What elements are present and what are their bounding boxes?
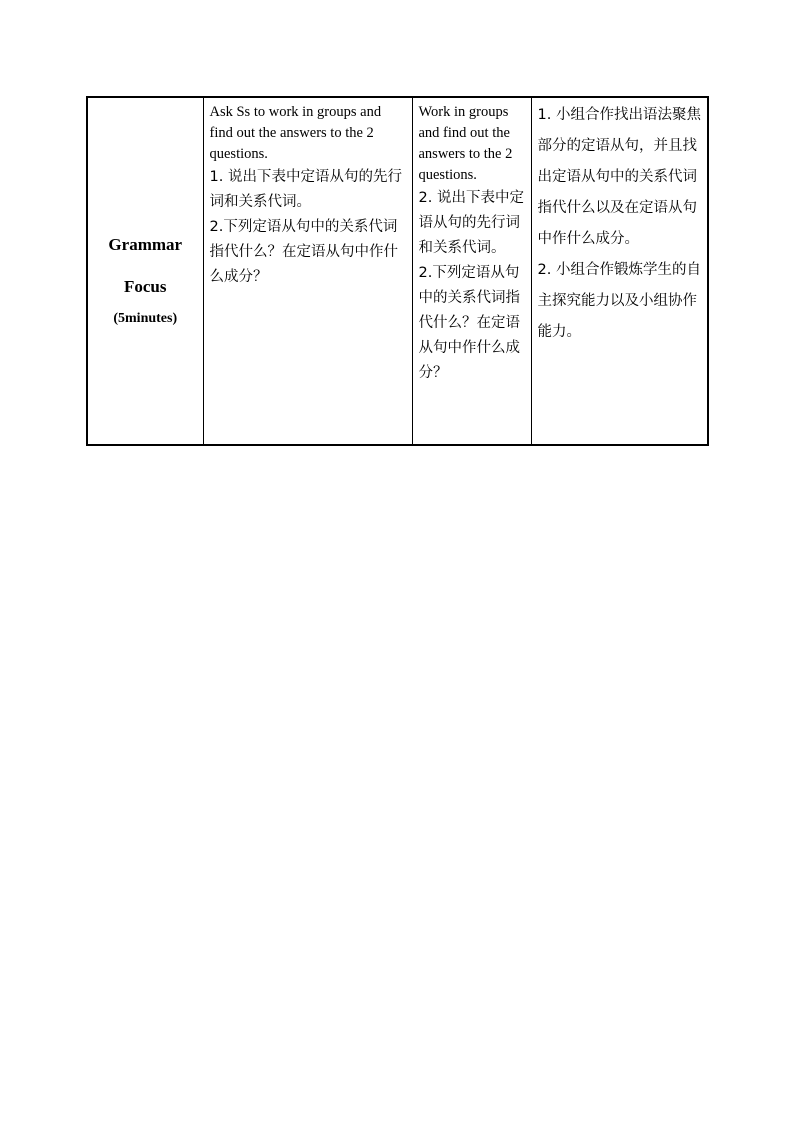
table-row	[87, 97, 708, 445]
purpose-cell	[531, 97, 708, 445]
purpose-1: 1. 小组合作找出语法聚焦部分的定语从句，并且找出定语从句中的关系代词指代什么以及在定语从句中作什么成分。	[537, 107, 701, 247]
stage-title-line1: Grammar	[108, 235, 183, 254]
student-question-2: 2.下列定语从句中的关系代词指代什么？在定语从句中作什么成分？	[418, 265, 520, 381]
stage-time: (5minutes)	[113, 311, 178, 326]
student-intro: Work in groups and find out the answers to the 2 questions.	[418, 104, 513, 183]
stage-title-line2: Focus	[124, 277, 167, 296]
purpose-2: 2. 小组合作锻炼学生的自主探究能力以及小组协作能力。	[537, 262, 701, 340]
teacher-intro: Ask Ss to work in groups and find out the answers to the 2 questions.	[209, 104, 382, 162]
teacher-question-1: 1. 说出下表中定语从句的先行词和关系代词。	[209, 169, 402, 210]
student-question-1: 2. 说出下表中定语从句的先行词和关系代词。	[418, 190, 524, 256]
lesson-plan-table	[86, 96, 709, 446]
student-activity-cell	[412, 97, 531, 445]
stage-cell	[87, 97, 203, 445]
teacher-activity-cell	[203, 97, 412, 445]
teacher-question-2: 2.下列定语从句中的关系代词指代什么？在定语从句中作什么成分？	[209, 219, 398, 285]
